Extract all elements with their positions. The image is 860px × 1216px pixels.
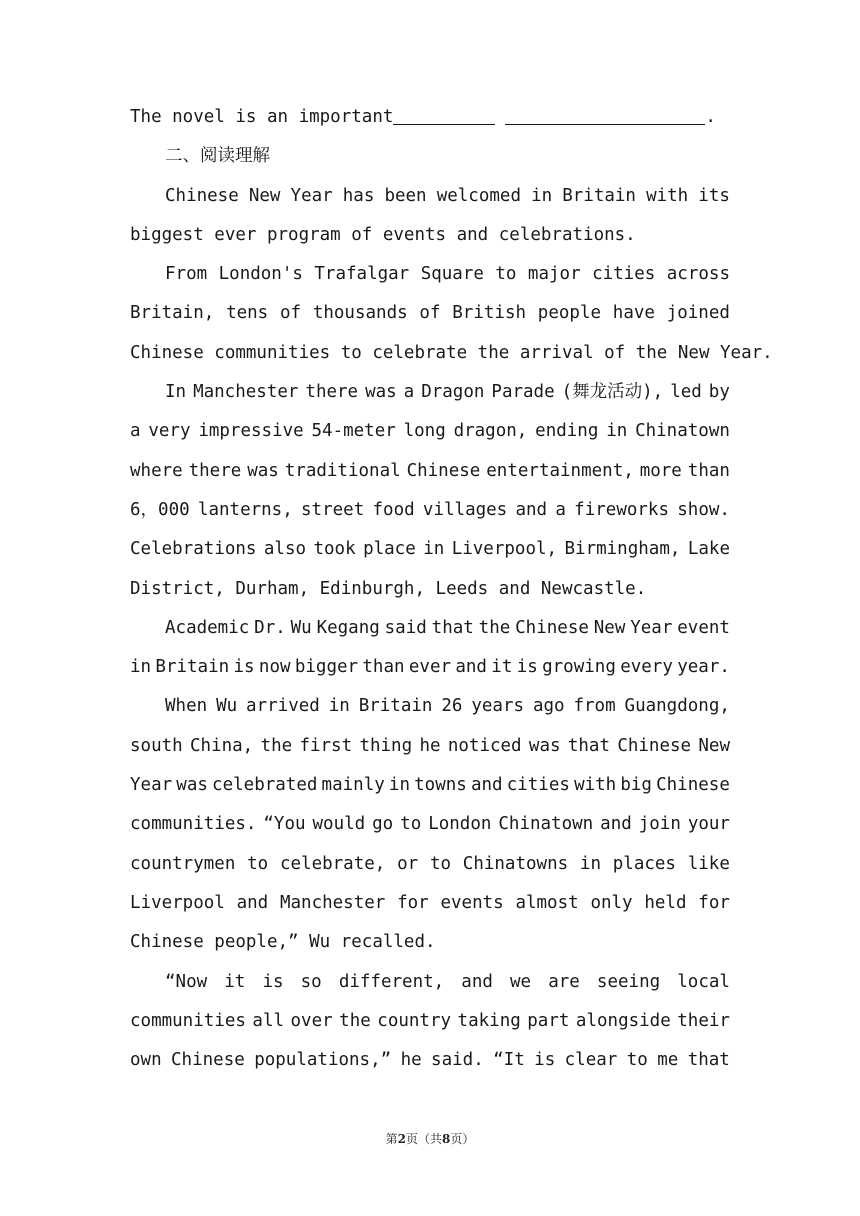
passage-word: part [527, 1010, 570, 1031]
passage-line [130, 766, 730, 805]
passage-word: Wu [216, 696, 238, 717]
passage-word: is [534, 1050, 556, 1071]
passage-word: we [510, 971, 532, 992]
passage-word: Guangdong, [624, 696, 730, 717]
passage-word: all [252, 1010, 285, 1031]
passage-word: celebrated [212, 775, 318, 796]
passage-word: like [687, 853, 730, 874]
passage-word: Parade [491, 382, 555, 403]
passage-word: in [579, 853, 601, 874]
passage-word: to [495, 264, 517, 285]
passage-word: a [130, 421, 141, 442]
passage-word: so [300, 971, 322, 992]
passage-word: arrived [246, 696, 320, 717]
passage-word: is [233, 657, 255, 678]
passage-word: fireworks [574, 499, 669, 520]
passage-word: 54-meter [311, 421, 396, 442]
passage-word: also [263, 539, 307, 560]
fill-in-question [130, 98, 730, 137]
passage-word: ever [408, 657, 452, 678]
passage-word: was [176, 775, 208, 796]
passage-word: the [478, 617, 511, 638]
passage-word: Manchester [279, 892, 386, 913]
passage-word: been [384, 185, 427, 206]
passage-word: in [423, 539, 445, 560]
passage-line [130, 727, 730, 766]
footer-middle: 页（共 [405, 1132, 442, 1146]
passage-word: towns [414, 775, 467, 796]
passage-word: Trafalgar [314, 264, 410, 285]
passage-word: noticed [447, 735, 522, 756]
passage-word: and [600, 814, 632, 835]
passage-word: alongside [575, 1010, 671, 1031]
passage-word: go [372, 814, 394, 835]
passage-word: Britain [562, 185, 636, 206]
passage-word: Academic [165, 617, 250, 638]
passage-word: mainly [321, 775, 385, 796]
passage-word: would [312, 814, 366, 835]
passage-word: Square [420, 264, 484, 285]
passage-word: Liverpool [130, 892, 225, 913]
passage-word: people [537, 303, 602, 324]
passage-word: country [377, 1010, 452, 1031]
passage-line: Chinese communities to celebrate the arrival of the New Year. [130, 342, 773, 363]
passage-word: “Now [165, 971, 208, 992]
passage-word: very [148, 421, 191, 442]
passage-word: he [400, 1050, 422, 1071]
passage-word: celebrate, [279, 853, 386, 874]
passage-word: local [677, 971, 730, 992]
passage-word: and [455, 657, 487, 678]
passage-line [130, 530, 730, 569]
passage-word: join [638, 814, 681, 835]
passage-word: across [666, 264, 730, 285]
passage-line [130, 294, 730, 333]
passage-word: taking [457, 1010, 521, 1031]
passage-word: that [687, 1050, 730, 1071]
passage-word: its [698, 185, 730, 206]
passage-word: first [299, 735, 353, 756]
passage-word: Chinese [171, 1050, 245, 1071]
passage-word: London's [218, 264, 303, 285]
passage-line [130, 648, 730, 687]
passage-word: have [612, 303, 655, 324]
passage-word: the [260, 735, 293, 756]
passage-word: where [130, 460, 183, 481]
passage-word: street [301, 499, 365, 520]
passage-word: Wu [290, 617, 312, 638]
passage-word: show. [677, 499, 730, 520]
passage-line [130, 963, 730, 1002]
passage-word: From [165, 264, 208, 285]
passage-word: Year [130, 775, 173, 796]
passage-word: Chinatown [498, 814, 594, 835]
passage-word: said. [431, 1050, 484, 1071]
passage-word: it [491, 657, 513, 678]
passage-word: held [644, 892, 687, 913]
passage-word: traditional [284, 460, 401, 481]
passage-line [130, 452, 730, 491]
passage-word: impressive [198, 421, 304, 442]
passage-word: ago [532, 696, 565, 717]
passage-word: Year [290, 185, 333, 206]
passage-word: their [677, 1010, 730, 1031]
passage-word: with [646, 185, 689, 206]
passage-word: Year [630, 617, 673, 638]
answer-blank-1[interactable] [393, 102, 495, 125]
page-footer [0, 1130, 860, 1147]
passage-word: in [388, 775, 410, 796]
passage-word: me [657, 1050, 679, 1071]
passage-word: by [708, 382, 730, 403]
passage-word: only [590, 892, 633, 913]
passage-word: 26 [441, 696, 463, 717]
passage-word: almost [515, 892, 579, 913]
passage-word: Chinese [515, 617, 589, 638]
passage-word: over [290, 1010, 333, 1031]
passage-word: Dragon [421, 382, 485, 403]
passage-word: thousands [312, 303, 408, 324]
passage-word: that [567, 735, 610, 756]
passage-word: populations,” [254, 1050, 392, 1071]
passage-word: and [236, 892, 269, 913]
passage-word: Celebrations [130, 539, 257, 560]
footer-prefix: 第 [385, 1132, 398, 1146]
passage-line [130, 884, 730, 923]
passage-word: Chinese [165, 185, 239, 206]
passage-line: District, Durham, Edinburgh, Leeds and Newcastle. [130, 578, 647, 599]
passage-line [130, 177, 730, 216]
passage-word: every [620, 657, 673, 678]
passage-word: a [555, 499, 566, 520]
passage-word: thing [359, 735, 413, 756]
passage-word: clear [564, 1050, 618, 1071]
passage-word: Chinese [617, 735, 692, 756]
passage-word: cities [506, 775, 570, 796]
passage-word: places [612, 853, 676, 874]
passage-word: was [528, 735, 561, 756]
passage-word: in [130, 657, 152, 678]
passage-word: London [428, 814, 492, 835]
passage-word: from [573, 696, 616, 717]
passage-line: biggest ever program of events and celebrations. [130, 224, 636, 245]
passage-word: was [365, 382, 397, 403]
passage-word: year. [677, 657, 730, 678]
passage-word: in [328, 696, 350, 717]
passage-word: Chinese [406, 460, 481, 481]
passage-word: is [262, 971, 284, 992]
passage-word: for [698, 892, 730, 913]
passage-word: to [626, 1050, 648, 1071]
passage-word: (舞龙活动), [561, 382, 664, 403]
section-heading: 二、阅读理解 [165, 146, 270, 167]
passage-word: major [527, 264, 581, 285]
passage-word: and [515, 499, 548, 520]
passage-word: Liverpool, [451, 539, 558, 560]
passage-word: than [362, 657, 405, 678]
passage-word: welcomed [436, 185, 521, 206]
question-text: The novel is an important [130, 107, 394, 127]
total-page-count: 8 [442, 1132, 451, 1146]
passage-word: that [431, 617, 474, 638]
passage-word: Britain, [130, 303, 215, 324]
passage-word: a [403, 382, 415, 403]
passage-word: the [339, 1010, 371, 1031]
passage-word: with [574, 775, 617, 796]
reading-passage [130, 177, 773, 1081]
passage-word: “It [493, 1050, 525, 1071]
passage-word: growing [542, 657, 616, 678]
passage-word: In [165, 382, 187, 403]
passage-word: led [670, 382, 702, 403]
passage-word: in [531, 185, 553, 206]
passage-word: or [397, 853, 419, 874]
passage-word: in [606, 421, 628, 442]
passage-word: Chinese [656, 775, 730, 796]
passage-word: countrymen [130, 853, 236, 874]
passage-word: and [470, 775, 503, 796]
passage-word: there [188, 460, 242, 481]
passage-word: more [639, 460, 682, 481]
footer-suffix: 页） [450, 1132, 475, 1146]
passage-word: events [440, 892, 504, 913]
passage-word: big [620, 775, 652, 796]
passage-word: communities. [130, 814, 257, 835]
passage-word: Kegang [316, 617, 380, 638]
page-text [130, 98, 773, 1080]
passage-word: Britain [358, 696, 433, 717]
passage-line [130, 1002, 730, 1041]
passage-line [130, 373, 730, 412]
passage-word: New [698, 735, 730, 756]
passage-line [130, 255, 730, 294]
passage-word: and [461, 971, 493, 992]
passage-word: there [305, 382, 359, 403]
passage-line [130, 805, 730, 844]
passage-line [130, 491, 730, 530]
passage-word: entertainment, [486, 460, 634, 481]
passage-word: are [548, 971, 580, 992]
passage-word: New [593, 617, 626, 638]
passage-word: food [372, 499, 415, 520]
passage-word: Birmingham, [564, 539, 681, 560]
passage-word: different, [338, 971, 445, 992]
passage-word: Dr. [254, 617, 286, 638]
passage-word: British [452, 303, 527, 324]
passage-line [130, 845, 730, 884]
passage-line: Chinese people,” Wu recalled. [130, 932, 436, 953]
passage-word: tens [226, 303, 269, 324]
question-end: . [705, 107, 716, 127]
passage-word: to [429, 853, 452, 874]
passage-word: is [516, 657, 538, 678]
passage-word: cities [592, 264, 656, 285]
passage-word: it [224, 971, 246, 992]
passage-word: ending [535, 421, 599, 442]
passage-word: own [130, 1050, 162, 1071]
passage-word: Lake [687, 539, 730, 560]
passage-word: said [384, 617, 427, 638]
passage-word: 6，000 [130, 499, 190, 520]
passage-line [130, 609, 730, 648]
passage-word: “You [263, 814, 306, 835]
passage-word: Manchester [193, 382, 299, 403]
passage-word: took [313, 539, 356, 560]
passage-word: event [677, 617, 730, 638]
passage-word: was [247, 460, 279, 481]
passage-word: south [130, 735, 183, 756]
passage-word: to [400, 814, 422, 835]
passage-word: communities [130, 1010, 246, 1031]
passage-line [130, 412, 730, 451]
passage-line [130, 1041, 730, 1080]
passage-word: Chinatown [635, 421, 730, 442]
passage-word: place [363, 539, 416, 560]
passage-word: When [165, 696, 208, 717]
passage-line [130, 687, 730, 726]
passage-word: he [419, 735, 441, 756]
passage-word: your [687, 814, 730, 835]
passage-word: for [397, 892, 429, 913]
passage-word: dragon, [453, 421, 528, 442]
current-page-number: 2 [397, 1132, 406, 1146]
passage-word: seeing [596, 971, 661, 992]
passage-word: China, [190, 735, 254, 756]
passage-word: of [279, 303, 302, 324]
answer-blank-2[interactable] [505, 102, 705, 125]
passage-word: villages [422, 499, 508, 520]
passage-word: Britain [155, 657, 230, 678]
passage-word: New [248, 185, 281, 206]
passage-word: years [471, 696, 525, 717]
passage-word: of [419, 303, 441, 324]
passage-word: joined [666, 303, 730, 324]
passage-word: now [258, 657, 291, 678]
passage-word: has [342, 185, 375, 206]
passage-word: Chinatowns [462, 853, 569, 874]
passage-word: to [247, 853, 269, 874]
passage-word: than [687, 460, 730, 481]
passage-word: lanterns, [197, 499, 293, 520]
passage-word: long [403, 421, 446, 442]
passage-word: bigger [294, 657, 359, 678]
